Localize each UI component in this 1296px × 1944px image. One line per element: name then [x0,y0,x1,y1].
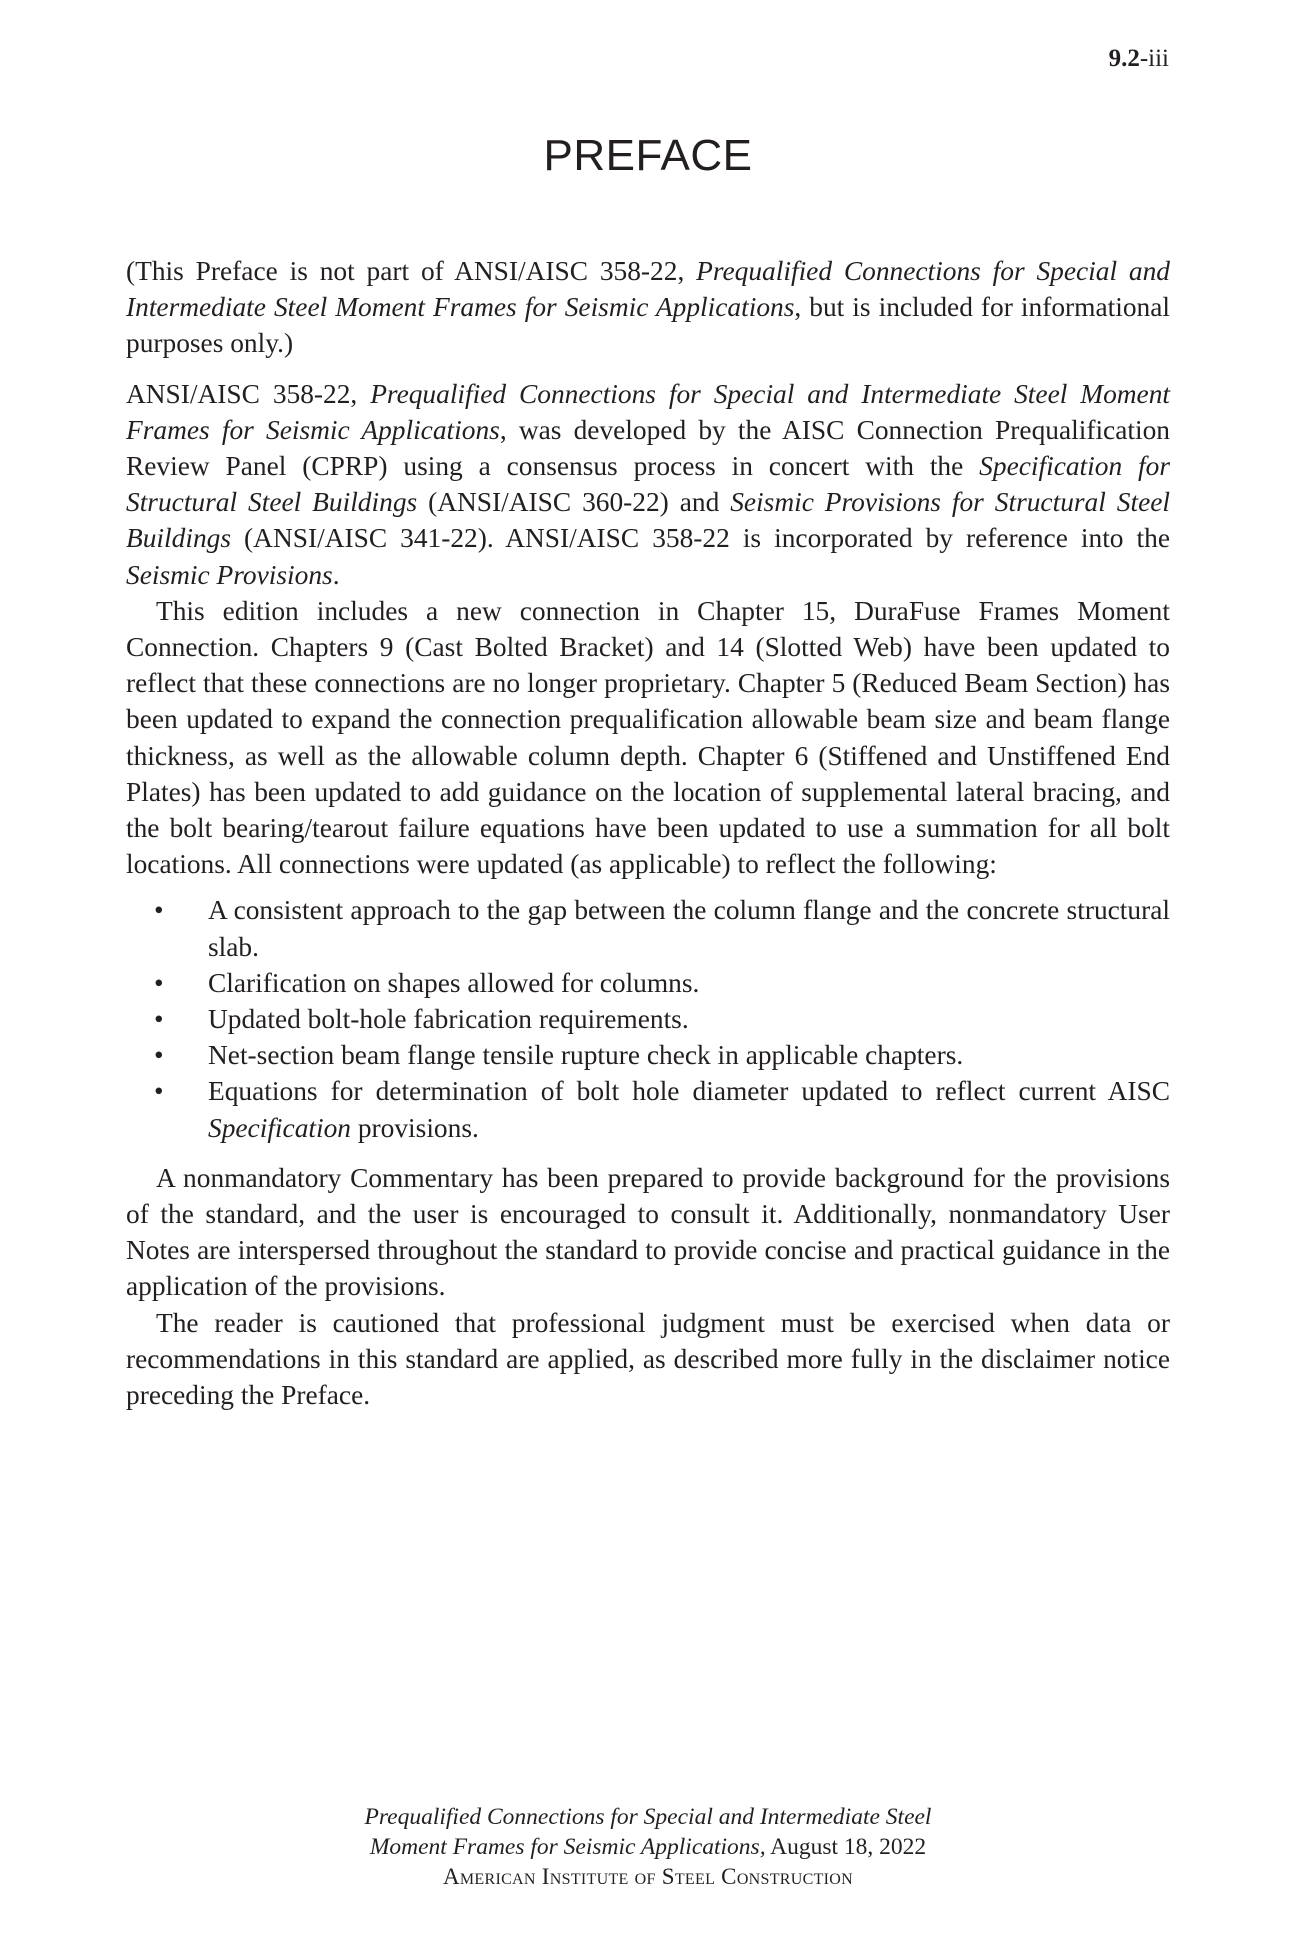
bullet-icon: • [154,967,164,998]
list-item-text: Net-section beam flange tensile rupture check in applicable chapters. [208,1040,964,1071]
list-item-text: Clarification on shapes allowed for columns. [208,967,700,998]
paragraph-1 [126,376,1170,593]
footer-title-1: Prequalified Connections for Special and Intermediate Steel [364,1804,932,1830]
paragraph-2: This edition includes a new connection in Chapter 15, DuraFuse Frames Moment Connection. Chapters 9 (Cast Bolted Bracket) and 14 (Slotted Web) have been updated to reflect that these connections are no longer proprietary. Chapter 5 (Reduced Beam Section) has been updated to expand the connection prequalification allowable beam size and beam flange thickness, as well as the allowable column depth. Chapter 6 (Stiffened and Unstiffened End Plates) has been updated to add guidance on the location of supplemental lateral bracing, and the bolt bearing/tearout failure equations have been updated to use a summation for all bolt locations. All connections were updated (as applicable) to reflect the following: [126,595,1170,880]
bullet-icon: • [154,895,164,926]
para1-text-5: . [332,559,340,590]
para1-text-3: (ANSI/AISC 360-22) and [417,487,731,518]
paragraph-4: The reader is cautioned that professional judgment must be exercised when data or recommendations in this standard are applied, as described more fully in the disclaimer notice preceding the Preface. [126,1307,1170,1411]
list-item-text-end: provisions. [351,1112,479,1143]
bullet-icon: • [154,1004,164,1035]
para1-italic-1: Prequalified Connections for Special and Intermediate Steel Moment Frames for Seismic Applications [126,378,1171,445]
list-item [126,1037,1170,1073]
page-number-section: 9.2 [1108,45,1140,72]
list-item-text: Equations for determination of bolt hole diameter updated to reflect current AISC [208,1076,1170,1107]
list-item-text: Updated bolt-hole fabrication requirements. [208,1004,689,1035]
list-item [126,1001,1170,1037]
preface-body [126,253,1170,1413]
para1-text-4: (ANSI/AISC 341-22). ANSI/AISC 358-22 is incorporated by reference into the [231,523,1170,554]
para1-text-2: , was developed by the AISC Connection Prequalification Review Panel (CPRP) using a consensus process in concert with the [126,414,1170,482]
intro-text-2: , but is included for informational purposes only.) [126,292,1170,359]
para1-italic-2: Specification for Structural Steel Buildings [126,451,1171,518]
footer-organization: American Institute of Steel Construction [442,1864,854,1889]
page-number [1109,44,1169,74]
list-item-italic: Specification [208,1112,351,1143]
page-number-suffix: -iii [1139,45,1169,72]
page-title: PREFACE [543,131,753,180]
page-footer [0,1802,1296,1892]
footer-title-2: Moment Frames for Seismic Applications, [369,1834,766,1860]
changes-list [126,892,1170,1145]
list-item [126,892,1170,964]
footer-line-2 [0,1832,1296,1862]
footer-date: August 18, 2022 [765,1834,927,1860]
list-item-text: A consistent approach to the gap between the column flange and the concrete structural slab. [208,895,1170,962]
intro-title-italic: Prequalified Connections for Special and Intermediate Steel Moment Frames for Seismic Applications [126,256,1170,323]
para1-italic-3: Seismic Provisions for Structural Steel Buildings [126,487,1171,554]
footer-line-1 [0,1802,1296,1832]
para1-text-1: ANSI/AISC 358-22, [126,378,371,409]
para1-italic-4: Seismic Provisions [126,559,333,590]
intro-paragraph [126,253,1170,362]
list-item [126,965,1170,1001]
list-item [126,1073,1170,1145]
intro-text-1: (This Preface is not part of ANSI/AISC 358-22, [126,256,697,286]
paragraph-3: A nonmandatory Commentary has been prepared to provide background for the provisions of the standard, and the user is encouraged to consult it. Additionally, nonmandatory User Notes are interspersed throughout the standard to provide concise and practical guidance in the application of the provisions. [126,1162,1170,1302]
bullet-icon: • [154,1076,164,1107]
bullet-icon: • [154,1040,164,1071]
